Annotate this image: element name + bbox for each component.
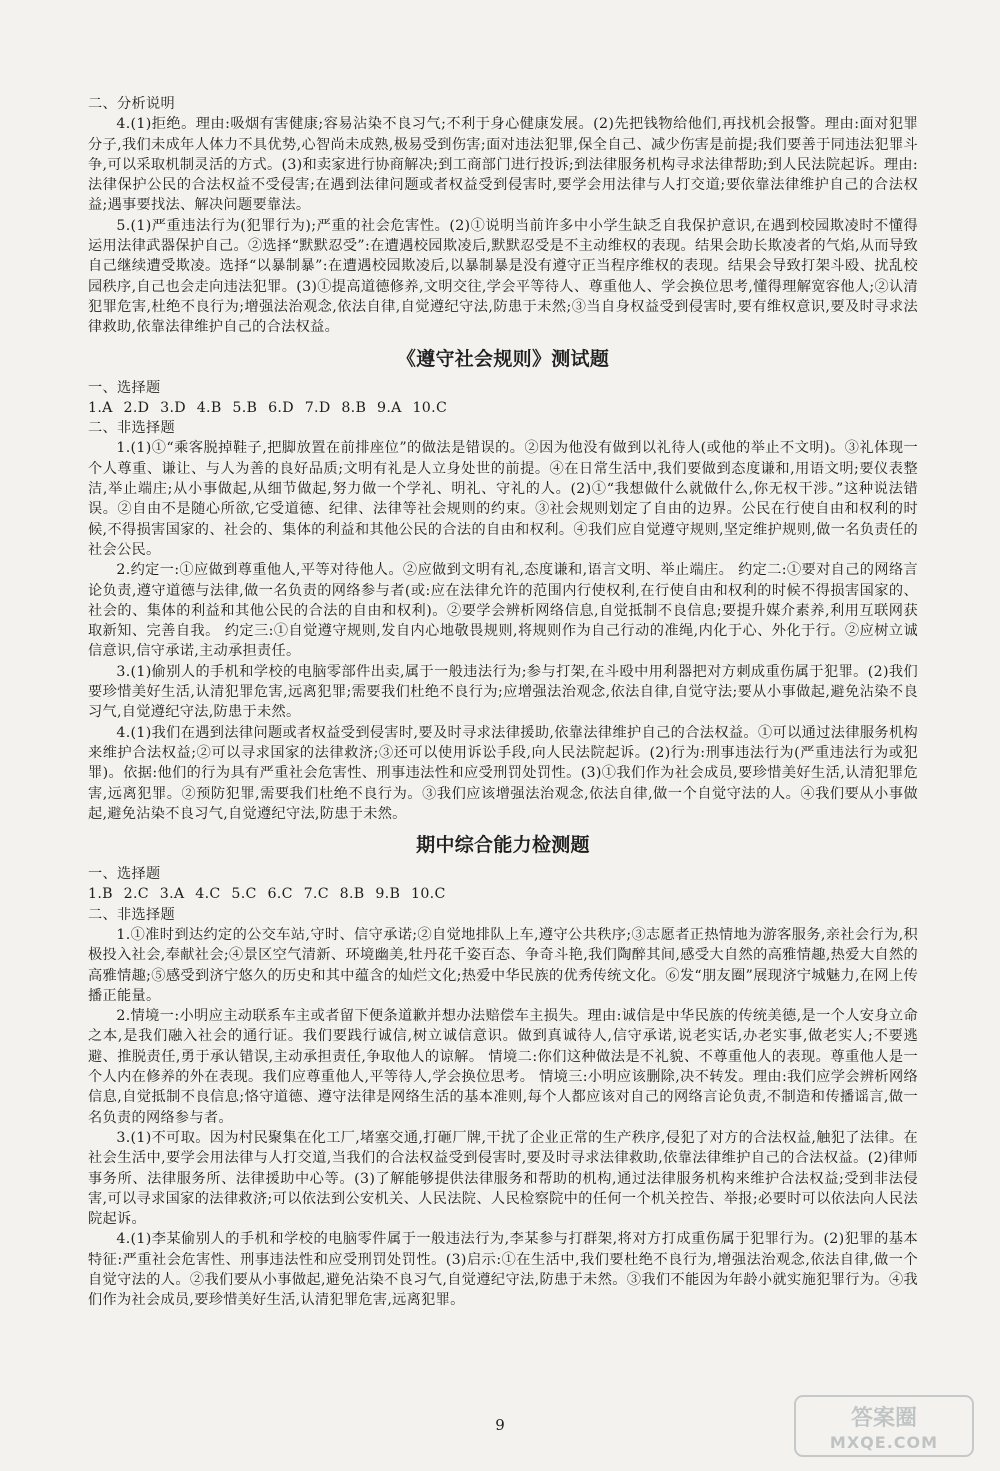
svg-text:答案圈: 答案圈 xyxy=(850,1406,918,1431)
nonchoice-heading: 二、非选择题 xyxy=(88,906,175,923)
section-title: 期中综合能力检测题 xyxy=(416,834,590,857)
analysis-heading: 二、分析说明 xyxy=(88,96,175,112)
answer-paragraph: 4.(1)拒绝。理由:吸烟有害健康;容易沾染不良习气;不利于身心健康发展。(2)先把钱物给他们,再找机会报警。理由:面对犯罪分子,我们未成年人体力不具优势,心智尚未成熟,极易受到伤害;面对违法犯罪,保全自己、减少伤害是前提;我们要善于同违法犯罪斗争,可以采取机制灵活的方式。(3)和卖家进行协商解决;到工商部门进行投诉;到法律服务机构寻求法律帮助;到人民法院起诉。理由:法律保护公民的合法权益不受侵害;在遇到法律问题或者权益受到侵害时,要学会用法律与人打交道;要依靠法律维护自己的合法权益;遇事要找法、解决问题要靠法。 xyxy=(88,116,918,214)
answer-paragraph: 4.(1)我们在遇到法律问题或者权益受到侵害时,要及时寻求法律援助,依靠法律维护自己的合法权益。①可以通过法律服务机构来维护合法权益;②可以寻求国家的法律救济;③还可以使用诉讼手段,向人民法院起诉。(2)行为:刑事违法行为(严重违法行为或犯罪)。依据:他们的行为具有严重社会危害性、刑事违法性和应受刑罚处罚性。(3)①我们作为社会成员,要珍惜美好生活,认清犯罪危害,远离犯罪。②预防犯罪,需要我们杜绝不良行为。③我们应该增强法治观念,依法自律,做一个自觉守法的人。④我们要从小事做起,避免沾染不良习气,自觉遵纪守法,防患于未然。 xyxy=(88,724,918,822)
choice-heading: 一、选择题 xyxy=(88,866,161,883)
choice-answers: 1.B 2.C 3.A 4.C 5.C 6.C 7.C 8.B 9.B 10.C xyxy=(88,886,446,903)
answer-paragraph: 3.(1)不可取。因为村民聚集在化工厂,堵塞交通,打砸厂牌,干扰了企业正常的生产秩序,侵犯了对方的合法权益,触犯了法律。在社会生活中,要学会用法律与人打交道,当我们的合法权益受到侵害时,要及时寻求法律救助,依靠法律维护自己的合法权益。(2)律师事务所、法律服务所、法律援助中心等。(3)了解能够提供法律服务和帮助的机构,通过法律服务机构来维护合法权益;受到非法侵害,可以寻求国家的法律救济;可以依法到公安机关、人民法院、人民检察院中的任何一个机关控告、举报;必要时可以依法向人民法院起诉。 xyxy=(88,1129,918,1228)
page-number: 9 xyxy=(495,1416,505,1434)
answer-paragraph: 2.情境一:小明应主动联系车主或者留下便条道歉并想办法赔偿车主损失。理由:诚信是中华民族的传统美德,是一个人安身立命之本,是我们融入社会的通行证。我们要践行诚信,树立诚信意识。做到真诚待人,信守承诺,说老实话,办老实事,做老实人;不要逃避、推脱责任,勇于承认错误,主动承担责任,争取他人的谅解。 情境二:你们这种做法是不礼貌、不尊重他人的表现。尊重他人是一个人内在修养的外在表现。我们应尊重他人,平等待人,学会换位思考。 情境三:小明应该删除,决不转发。理由:我们应学会辨析网络信息,自觉抵制不良信息;恪守道德、遵守法律是网络生活的基本准则,每个人都应该对自己的网络言论负责,不制造和传播谣言,做一名负责的网络参与者。 xyxy=(88,1008,918,1126)
section-title: 《遵守社会规则》测试题 xyxy=(396,347,610,370)
page-content xyxy=(88,94,918,1311)
answer-paragraph: 1.①准时到达约定的公交车站,守时、信守承诺;②自觉地排队上车,遵守公共秩序;③志愿者正热情地为游客服务,亲社会行为,积极投入社会,奉献社会;④景区空气清新、环境幽美,牡丹花千姿百态、争奇斗艳,我们陶醉其间,感受大自然的高雅情趣,热爱大自然的高雅情趣;⑤感受到济宁悠久的历史和其中蕴含的灿烂文化;热爱中华民族的优秀传统文化。⑥发“朋友圈”展现济宁城魅力,在网上传播正能量。 xyxy=(88,926,918,1004)
answer-paragraph: 2.约定一:①应做到尊重他人,平等对待他人。②应做到文明有礼,态度谦和,语言文明、举止端庄。 约定二:①要对自己的网络言论负责,遵守道德与法律,做一名负责的网络参与者(或:应在法律允许的范围内行使权利,在行使自由和权利的时候不得损害国家的、社会的、集体的利益和其他公民的合法的自由和权利)。②要学会辨析网络信息,自觉抵制不良信息;要提升媒介素养,利用互联网获取新知、完善自我。 约定三:①自觉遵守规则,发自内心地敬畏规则,将规则作为自己行动的准绳,内化于心、外化于行。②应树立诚信意识,信守承诺,主动承担责任。 xyxy=(88,562,918,660)
choice-answers: 1.A 2.D 3.D 4.B 5.B 6.D 7.D 8.B 9.A 10.C xyxy=(88,399,448,416)
answer-paragraph: 5.(1)严重违法行为(犯罪行为);严重的社会危害性。(2)①说明当前许多中小学生缺乏自我保护意识,在遇到校园欺凌时不懂得运用法律武器保护自己。②选择“默默忍受”:在遭遇校园欺凌后,默默忍受是不主动维权的表现。结果会助长欺凌者的气焰,从而导致自己继续遭受欺凌。选择“以暴制暴”:在遭遇校园欺凌后,以暴制暴是没有遵守正当程序维权的表现。结果会导致打架斗殴、扰乱校园秩序,自己也会走向违法犯罪。(3)①提高道德修养,文明交往,学会平等待人、尊重他人、学会换位思考,懂得理解宽容他人;②认清犯罪危害,杜绝不良行为;增强法治观念,依法自律,自觉遵纪守法,防患于未然;③当自身权益受到侵害时,要有维权意识,要及时寻求法律救助,依靠法律维护自己的合法权益。 xyxy=(88,217,918,336)
choice-heading: 一、选择题 xyxy=(88,379,161,396)
answer-paragraph: 3.(1)偷别人的手机和学校的电脑零部件出卖,属于一般违法行为;参与打架,在斗殴中用利器把对方刺成重伤属于犯罪。(2)我们要珍惜美好生活,认清犯罪危害,远离犯罪;需要我们杜绝不良行为;应增强法治观念,依法自律,自觉守法;要从小事做起,避免沾染不良习气,自觉遵纪守法,防患于未然。 xyxy=(88,663,918,721)
watermark-logo xyxy=(794,1395,974,1457)
nonchoice-heading: 二、非选择题 xyxy=(88,420,175,437)
answer-paragraph: 4.(1)李某偷别人的手机和学校的电脑零件属于一般违法行为,李某参与打群架,将对方打成重伤属于犯罪行为。(2)犯罪的基本特征:严重社会危害性、刑事违法性和应受刑罚处罚性。(3)启示:①在生活中,我们要杜绝不良行为,增强法治观念,依法自律,做一个自觉守法的人。②我们要从小事做起,避免沾染不良习气,自觉遵纪守法,防患于未然。③我们不能因为年龄小就实施犯罪行为。④我们作为社会成员,要珍惜美好生活,认清犯罪危害,远离犯罪。 xyxy=(88,1231,918,1309)
svg-text:MXQE.COM: MXQE.COM xyxy=(829,1433,939,1452)
answer-paragraph: 1.(1)①“乘客脱掉鞋子,把脚放置在前排座位”的做法是错误的。②因为他没有做到以礼待人(或他的举止不文明)。③礼体现一个人尊重、谦让、与人为善的良好品质;文明有礼是人立身处世的前提。④在日常生活中,我们要做到态度谦和,用语文明;要仪表整洁,举止端庄;从小事做起,从细节做起,努力做一个学礼、明礼、守礼的人。(2)①“我想做什么就做什么,你无权干涉。”这种说法错误。②自由不是随心所欲,它受道德、纪律、法律等社会规则的约束。③社会规则划定了自由的边界。公民在行使自由和权利的时候,不得损害国家的、社会的、集体的利益和其他公民的合法的自由和权利。④我们应自觉遵守规则,坚定维护规则,做一名负责任的社会公民。 xyxy=(88,440,918,558)
